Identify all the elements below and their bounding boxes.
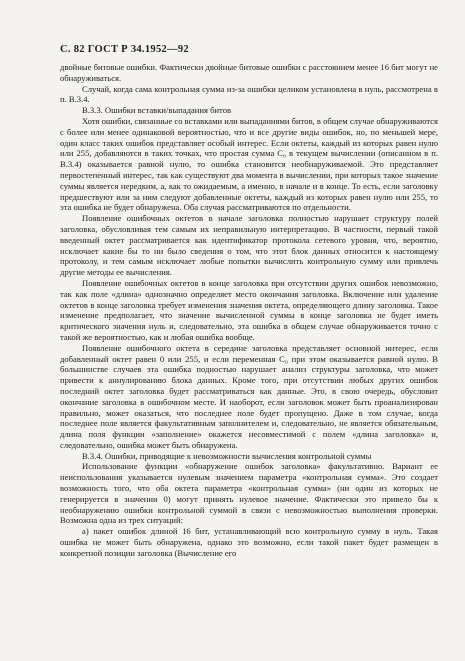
- paragraph: Использование функции «обнаружение ошибок заголовка» факультативно. Вариант ее неиспользования указывается нулевым значением параметра «контрольная сумма». Это создает возможность того, что оба октета параметра «контрольная сумма» (ни один из которых не генерируется в значении 0) могут принять нулевое значение. Фактически это привело бы к необнаружению ошибки контрольной суммой в связи с невозможностью выполнения проверки. Возможна одна из трех ситуаций:: [60, 461, 438, 526]
- paragraph: Появление ошибочных октетов в начале заголовка полностью нарушает структуру полей заголовка, обусловливая тем самым их неправильную интерпретацию. В частности, первый такой введенный октет рассматривается как идентификатор протокола сетевого уровня, что, вероятно, исключает какие бы то ни было сведения о том, что этот блок данных относится к настоящему протоколу, и тем самым исключает любые попытки вычислить контрольную сумму или привлечь другие методы ее вычисления.: [60, 213, 438, 278]
- paragraph: Появление ошибочных октетов в конце заголовка при отсутствии других ошибок невозможно, так как поле «длина» однозначно определяет место окончания заголовка. Включение или удаление октетов в конце заголовка требует изменения значения октета, определяющего длину заголовка. Такое изменение предполагает, что значение вычисленной суммы в конце заголовка не будет иметь критического значения нуль и, следовательно, эта ошибка в общем случае обнаруживается точно с такой же вероятностью, как и любая ошибка вообще.: [60, 277, 438, 342]
- paragraph: двойные битовые ошибки. Фактически двойные битовые ошибки с расстоянием менее 16 бит могут не обнаруживаться.: [60, 62, 438, 83]
- paragraph: а) пакет ошибок длиной 16 бит, устанавливающий всю контрольную сумму в нуль. Такая ошибка не может быть обнаружена, однако это возможно, если такой пакет будет размещен в конкретной позиции заголовка (Вычисление его: [60, 526, 438, 558]
- section-heading: В.3.4. Ошибки, приводящие к невозможности вычисления контрольной суммы: [82, 450, 372, 461]
- paragraph: Случай, когда сама контрольная сумма из-за ошибки целиком установлена в нуль, рассмотрена в п. В.3.4.: [60, 83, 438, 105]
- section-heading: В.3.3. Ошибки вставки/выпадания битов: [82, 105, 232, 116]
- paragraph: Появление ошибочного октета в середине заголовка представляет основной интерес, если добавленный октет равен 0 или 255, и если переменная C₀ при этом оказывается равной нулю. В большинстве случаев эта ошибка подностью нарушает анализ структуры заголовка, что может привести к аннулированию блока данных. Кроме того, при отсутствии любых других ошибок последний октет заголовка будет рассматриваться как данные. Это, в свою очередь, обусловит окончание заголовка в ошибочном месте. И наоборот, если заголовок может быть проанализирован правильно, может оказаться, что последнее поле будет пропущено. Даже в том случае, когда последнее поле является факультативным заполнителем и, следовательно, не является обязательным, длина поля функции «заполнение» окажется несовместимой с полем «длина заголовка» и, следовательно, ошибка может быть обнаружена.: [60, 342, 438, 450]
- page-header: С. 82 ГОСТ Р 34.1952—92: [60, 44, 189, 55]
- paragraph: Хотя ошибки, связанные со вставками или выпаданиями битов, в общем случае обнаруживаются с более или менее одинаковой вероятностью, что и все другие виды ошибок, но, по меньшей мере, один класс таких ошибок представляет особый интерес. Если октеты, каждый из которых равен нулю или 255, добавляются в таких точках, что простая сумма C₀ в текущем вычислении (описанном в п. В.3.4) оказывается равной нулю, то ошибка становится необнаруживаемой. Это представляет первостепенный интерес, так как существуют два момента в вычислении, при которых такое значение суммы является нередким, а, как то ожидаемым, а именно, в начале и в конце. То есть, если заголовку предшествуют или за ним следуют добавленные октеты, каждый из которых равен нулю или 255, то эта ошибка не будет обнаружена. Оба случая рассматриваются по отдельности.: [60, 115, 439, 213]
- document-body: [60, 62, 438, 559]
